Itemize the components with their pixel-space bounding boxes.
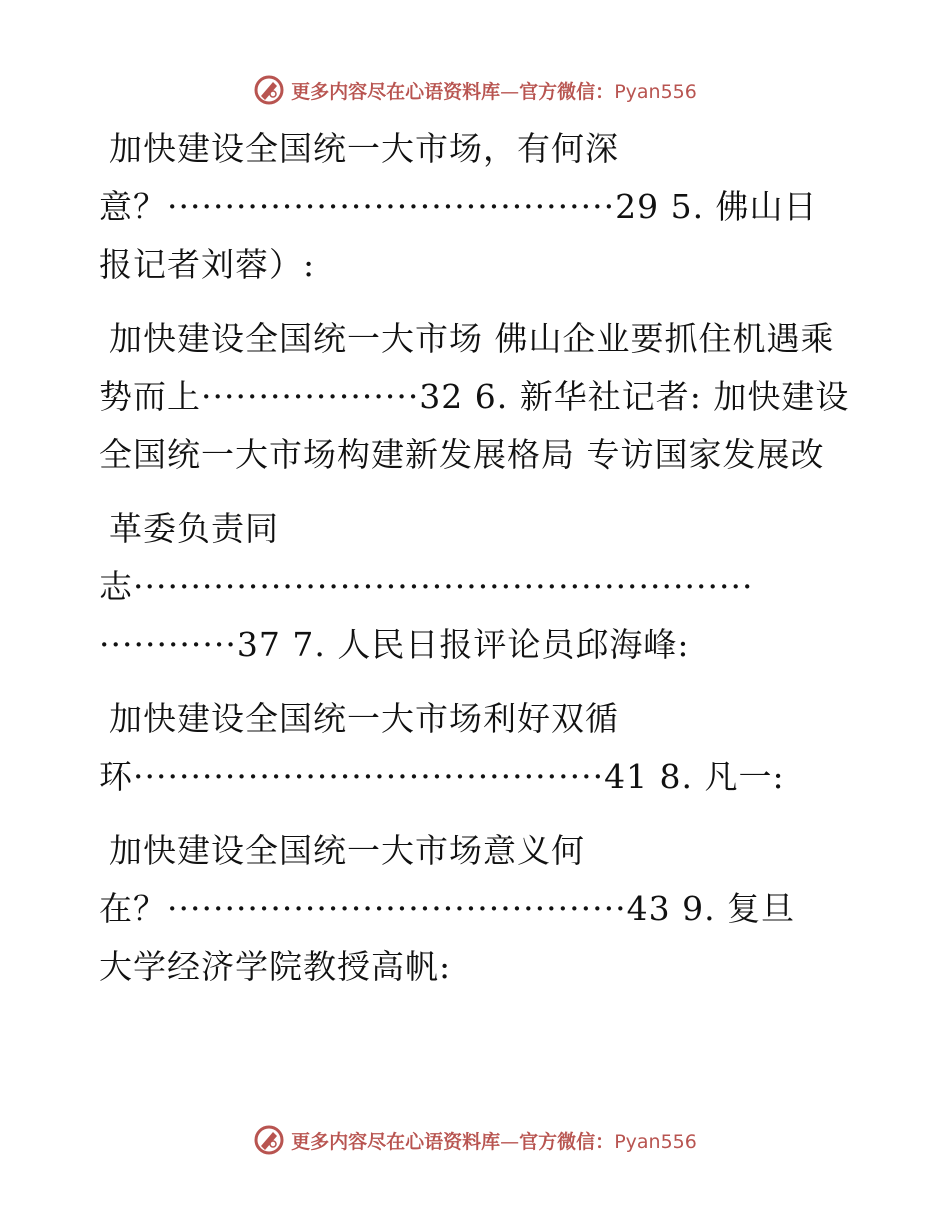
- text-line: ············37 7. 人民日报评论员邱海峰:: [99, 625, 690, 664]
- footer-banner-wechat-label: 官方微信：: [519, 1130, 615, 1153]
- text-line: 环·········································41 8. 凡一:: [99, 757, 785, 796]
- header-banner-wechat-id: Pyan556: [614, 80, 697, 103]
- text-line: 加快建设全国统一大市场利好双循: [109, 699, 619, 738]
- text-line: 加快建设全国统一大市场意义何: [109, 831, 585, 870]
- text-line: 加快建设全国统一大市场 佛山企业要抓住机遇乘: [109, 319, 835, 358]
- header-banner-title: 更多内容尽在心语资料库: [291, 80, 501, 103]
- text-line: 意？·······································29 5. 佛山日: [99, 187, 818, 226]
- text-line: 全国统一大市场构建新发展格局 专访国家发展改: [99, 435, 825, 474]
- brand-logo-icon: [253, 74, 285, 106]
- text-line: 加快建设全国统一大市场，有何深: [109, 129, 619, 168]
- footer-banner-title: 更多内容尽在心语资料库: [291, 1130, 501, 1153]
- footer-banner-separator: —: [500, 1130, 520, 1153]
- text-line: 志······················································: [99, 567, 754, 606]
- header-banner-wechat-label: 官方微信：: [519, 80, 615, 103]
- text-line: 在？········································43 9. 复旦: [99, 889, 796, 928]
- header-banner-separator: —: [500, 80, 520, 103]
- text-line: 大学经济学院教授高帆:: [99, 947, 452, 986]
- text-line: 报记者刘蓉）:: [99, 245, 316, 284]
- footer-banner: [0, 1120, 950, 1160]
- footer-banner-wechat-id: Pyan556: [614, 1130, 697, 1153]
- brand-logo-icon: [253, 1124, 285, 1156]
- header-banner: [0, 70, 950, 110]
- text-line: 势而上···················32 6. 新华社记者: 加快建设: [99, 377, 850, 416]
- text-line: 革委负责同: [109, 509, 279, 548]
